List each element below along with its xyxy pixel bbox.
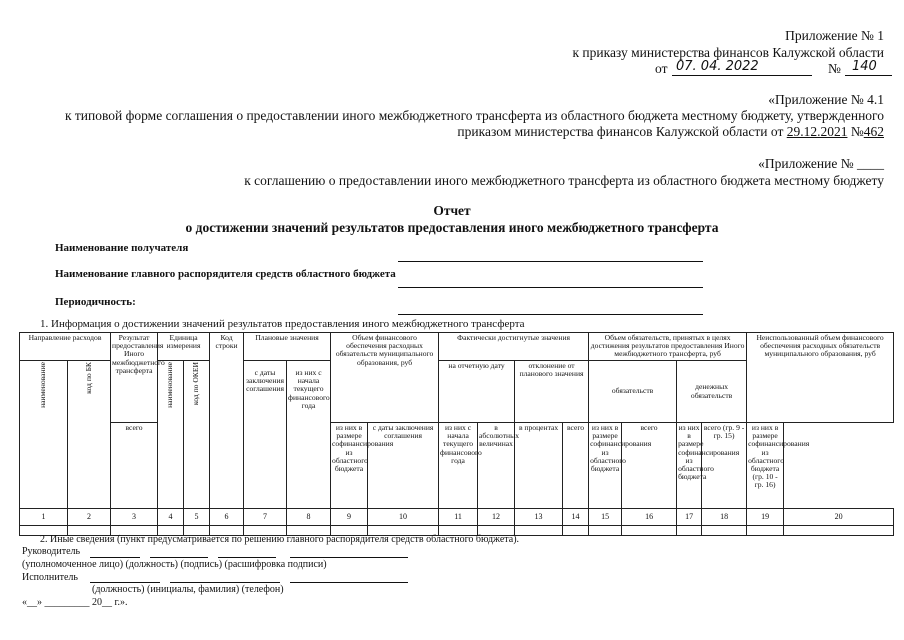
annex-41-number: 462 — [863, 124, 884, 139]
th-obl-cofin: из них в размере софинансирования из областного бюджета — [589, 423, 622, 509]
annex-blank-reference: к соглашению о предоставлении иного межбюджетного трансферта из областного бюджета местному бюджету — [244, 173, 884, 188]
col-number: 12 — [478, 509, 515, 526]
col-number: 17 — [677, 509, 702, 526]
head-label: Руководитель — [22, 546, 81, 557]
th-fact-on-date: на отчетную дату — [439, 361, 515, 423]
th-unused: Неиспользованный объем финансового обеспечения расходных обязательств муниципального образования, руб — [747, 333, 894, 423]
th-direction-name-text: наименование — [38, 362, 48, 408]
report-subtitle: о достижении значений результатов предоставления иного межбюджетного трансферта — [185, 220, 719, 235]
annex-41-line2-prefix: приказом министерства финансов Калужской области от — [457, 124, 784, 139]
th-obligations-sub: обязательств — [589, 361, 677, 423]
col-number: 2 — [68, 509, 111, 526]
recipient-field[interactable] — [398, 261, 703, 262]
annex-blank-title: «Приложение № ____ — [758, 156, 884, 171]
executor-caption: (должность) (инициалы, фамилия) (телефон) — [92, 584, 284, 595]
th-abs: в абсолютных величинах — [478, 423, 515, 509]
th-fact-from-date: с даты заключения соглашения — [368, 423, 439, 509]
th-fact: Фактически достигнутые значения — [439, 333, 589, 361]
th-pct: в процентах — [515, 423, 563, 509]
col-number: 20 — [784, 509, 894, 526]
periodicity-field[interactable] — [398, 314, 703, 315]
manager-label: Наименование главного распорядителя средств областного бюджета — [55, 268, 396, 280]
th-row-code: Код строки — [210, 333, 244, 509]
th-fact-from-year: из них с начала текущего финансового года — [439, 423, 478, 509]
th-direction-name — [20, 361, 68, 509]
th-plan-from-date: с даты заключения соглашения — [244, 361, 287, 509]
th-volume-total: всего — [111, 423, 158, 509]
col-number: 7 — [244, 509, 287, 526]
th-plan: Плановые значения — [244, 333, 331, 361]
th-deviation: отклонение от планового значения — [515, 361, 589, 423]
head-caption: (уполномоченное лицо) (должность) (подпись) (расшифровка подписи) — [22, 559, 327, 570]
order-number: 140 — [852, 59, 877, 74]
table-cell[interactable] — [747, 526, 784, 536]
th-obligations: Объем обязательств, принятых в целях достижения результатов предоставления Иного межбюджетного трансферта, руб — [589, 333, 747, 361]
periodicity-label: Периодичность: — [55, 296, 136, 308]
section-2-heading: 2. Иные сведения (пункт предусматривается по решению главного распорядителя средств областного бюджета). — [40, 534, 520, 545]
executor-label: Исполнитель — [22, 572, 78, 583]
col-number: 15 — [589, 509, 622, 526]
col-number: 1 — [20, 509, 68, 526]
th-unit-name-text: наименование — [165, 362, 175, 408]
th-unused-total: всего (гр. 9 - гр. 15) — [702, 423, 747, 509]
th-volume-cofin: из них в размере софинансирования из областного бюджета — [331, 423, 368, 509]
table-cell[interactable] — [515, 526, 563, 536]
col-number: 16 — [622, 509, 677, 526]
col-number: 10 — [368, 509, 439, 526]
col-number: 19 — [747, 509, 784, 526]
annex-number: Приложение № 1 — [785, 28, 884, 43]
col-number: 5 — [184, 509, 210, 526]
th-bk-code — [68, 361, 111, 509]
col-number: 11 — [439, 509, 478, 526]
table-cell[interactable] — [589, 526, 622, 536]
section-1-heading: 1. Информация о достижении значений результатов предоставления иного межбюджетного трансферта — [40, 318, 525, 330]
table-cell[interactable] — [784, 526, 894, 536]
th-result: Результат предоставления Иного межбюджетного трансферта — [111, 333, 158, 423]
th-money-sub: денежных обязательств — [677, 361, 747, 423]
annex-reference: к приказу министерства финансов Калужской области — [572, 45, 884, 60]
col-number: 4 — [158, 509, 184, 526]
th-direction: Направление расходов — [20, 333, 111, 361]
date-prefix: от — [655, 61, 668, 76]
th-bk-code-text: код по БК — [83, 362, 93, 394]
date-line: «__» _________ 20__ г.». — [22, 597, 128, 608]
th-okei-text: код по ОКЕИ — [191, 362, 201, 406]
manager-field[interactable] — [398, 287, 703, 288]
col-number: 8 — [287, 509, 331, 526]
table-cell[interactable] — [622, 526, 677, 536]
annex-41-line1: к типовой форме соглашения о предоставлении иного межбюджетного трансферта из областного бюджета местному бюджету, утвержденного — [64, 108, 884, 123]
table-cell[interactable] — [702, 526, 747, 536]
order-number-prefix: № — [828, 61, 841, 76]
th-money-cofin: из них в размере софинансирования из областного бюджета — [677, 423, 702, 509]
table-cell[interactable] — [677, 526, 702, 536]
col-number: 3 — [111, 509, 158, 526]
annex-41-title: «Приложение № 4.1 — [768, 92, 884, 107]
th-unused-cofin: из них в размере софинансирования из областного бюджета (гр. 10 - гр. 16) — [747, 423, 784, 509]
col-number: 9 — [331, 509, 368, 526]
annex-41-line2 — [457, 124, 884, 140]
th-volume: Объем финансового обеспечения расходных обязательств муниципального образования, руб — [331, 333, 439, 423]
col-number: 14 — [563, 509, 589, 526]
th-okei — [184, 361, 210, 509]
col-number: 6 — [210, 509, 244, 526]
order-date: 07. 04. 2022 — [676, 59, 759, 74]
th-plan-from-year: из них с начала текущего финансового года — [287, 361, 331, 509]
th-unit: Единица измерения — [158, 333, 210, 361]
annex-41-date: 29.12.2021 — [786, 124, 848, 139]
th-obl-total: всего — [563, 423, 589, 509]
annex-41-num-prefix: № — [850, 124, 864, 139]
col-number: 18 — [702, 509, 747, 526]
th-unit-name — [158, 361, 184, 509]
col-number: 13 — [515, 509, 563, 526]
report-title: Отчет — [433, 203, 471, 218]
recipient-label: Наименование получателя — [55, 242, 189, 254]
results-table — [19, 332, 894, 536]
table-cell[interactable] — [563, 526, 589, 536]
th-money-total: всего — [622, 423, 677, 509]
